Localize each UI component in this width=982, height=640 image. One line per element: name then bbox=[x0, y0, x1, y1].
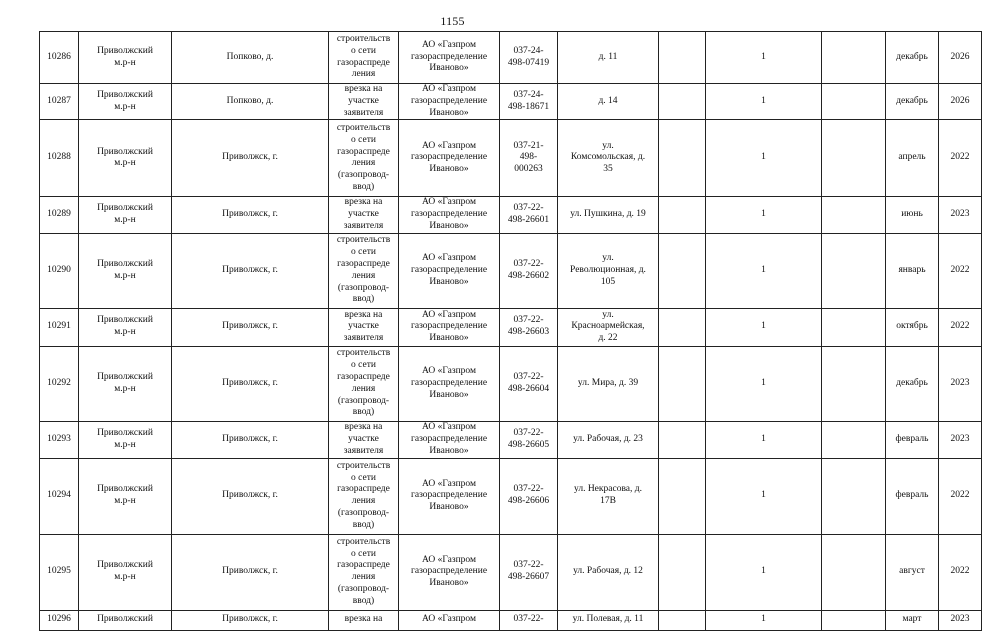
table-row bbox=[40, 120, 982, 197]
empty-cell bbox=[822, 197, 886, 233]
table-row bbox=[40, 421, 982, 458]
year-cell: 2023 bbox=[939, 197, 982, 233]
work-type-cell: строительств о сети газораспреде ления bbox=[329, 32, 399, 84]
object-code-cell: 037-22- 498-26606 bbox=[500, 458, 558, 534]
object-code-cell: 037-22- 498-26603 bbox=[500, 308, 558, 346]
empty-cell bbox=[822, 534, 886, 610]
month-cell: март bbox=[886, 610, 939, 630]
district-cell: Приволжский м.р-н bbox=[79, 84, 172, 120]
gas-connection-table bbox=[39, 31, 982, 631]
organization-cell: АО «Газпром газораспределение Иваново» bbox=[399, 32, 500, 84]
object-code-cell: 037-22- 498-26604 bbox=[500, 346, 558, 421]
table-row bbox=[40, 346, 982, 421]
object-code-cell: 037-22- 498-26601 bbox=[500, 197, 558, 233]
empty-cell bbox=[822, 32, 886, 84]
row-number: 10290 bbox=[40, 233, 79, 308]
row-number: 10287 bbox=[40, 84, 79, 120]
locality-cell: Приволжск, г. bbox=[172, 534, 329, 610]
locality-cell: Попково, д. bbox=[172, 84, 329, 120]
organization-cell: АО «Газпром газораспределение Иваново» bbox=[399, 233, 500, 308]
quantity-cell: 1 bbox=[706, 120, 822, 197]
table-row bbox=[40, 458, 982, 534]
work-type-cell: строительств о сети газораспреде ления (газопровод- ввод) bbox=[329, 233, 399, 308]
year-cell: 2023 bbox=[939, 421, 982, 458]
address-cell: ул. Революционная, д. 105 bbox=[558, 233, 659, 308]
empty-cell bbox=[659, 84, 706, 120]
page-number: 1155 bbox=[440, 14, 465, 28]
organization-cell: АО «Газпром газораспределение Иваново» bbox=[399, 421, 500, 458]
district-cell: Приволжский bbox=[79, 610, 172, 630]
empty-cell bbox=[822, 84, 886, 120]
empty-cell bbox=[659, 32, 706, 84]
empty-cell bbox=[659, 120, 706, 197]
quantity-cell: 1 bbox=[706, 346, 822, 421]
object-code-cell: 037-21- 498- 000263 bbox=[500, 120, 558, 197]
locality-cell: Попково, д. bbox=[172, 32, 329, 84]
organization-cell: АО «Газпром газораспределение Иваново» bbox=[399, 84, 500, 120]
locality-cell: Приволжск, г. bbox=[172, 346, 329, 421]
work-type-cell: строительств о сети газораспреде ления (газопровод- ввод) bbox=[329, 458, 399, 534]
month-cell: январь bbox=[886, 233, 939, 308]
row-number: 10286 bbox=[40, 32, 79, 84]
month-cell: декабрь bbox=[886, 84, 939, 120]
work-type-cell: строительств о сети газораспреде ления (газопровод- ввод) bbox=[329, 534, 399, 610]
row-number: 10293 bbox=[40, 421, 79, 458]
address-cell: ул. Полевая, д. 11 bbox=[558, 610, 659, 630]
month-cell: октябрь bbox=[886, 308, 939, 346]
quantity-cell: 1 bbox=[706, 308, 822, 346]
locality-cell: Приволжск, г. bbox=[172, 120, 329, 197]
quantity-cell: 1 bbox=[706, 32, 822, 84]
year-cell: 2022 bbox=[939, 308, 982, 346]
empty-cell bbox=[822, 458, 886, 534]
quantity-cell: 1 bbox=[706, 458, 822, 534]
empty-cell bbox=[822, 610, 886, 630]
row-number: 10292 bbox=[40, 346, 79, 421]
month-cell: февраль bbox=[886, 458, 939, 534]
row-number: 10295 bbox=[40, 534, 79, 610]
district-cell: Приволжский м.р-н bbox=[79, 534, 172, 610]
quantity-cell: 1 bbox=[706, 233, 822, 308]
address-cell: ул. Комсомольская, д. 35 bbox=[558, 120, 659, 197]
empty-cell bbox=[822, 421, 886, 458]
quantity-cell: 1 bbox=[706, 534, 822, 610]
organization-cell: АО «Газпром газораспределение Иваново» bbox=[399, 308, 500, 346]
empty-cell bbox=[822, 308, 886, 346]
address-cell: ул. Рабочая, д. 12 bbox=[558, 534, 659, 610]
table-row bbox=[40, 610, 982, 630]
object-code-cell: 037-24- 498-18671 bbox=[500, 84, 558, 120]
row-number: 10294 bbox=[40, 458, 79, 534]
district-cell: Приволжский м.р-н bbox=[79, 197, 172, 233]
empty-cell bbox=[822, 120, 886, 197]
year-cell: 2026 bbox=[939, 32, 982, 84]
empty-cell bbox=[659, 610, 706, 630]
quantity-cell: 1 bbox=[706, 610, 822, 630]
quantity-cell: 1 bbox=[706, 84, 822, 120]
quantity-cell: 1 bbox=[706, 197, 822, 233]
year-cell: 2022 bbox=[939, 534, 982, 610]
organization-cell: АО «Газпром газораспределение Иваново» bbox=[399, 346, 500, 421]
organization-cell: АО «Газпром bbox=[399, 610, 500, 630]
year-cell: 2023 bbox=[939, 346, 982, 421]
locality-cell: Приволжск, г. bbox=[172, 233, 329, 308]
year-cell: 2022 bbox=[939, 458, 982, 534]
district-cell: Приволжский м.р-н bbox=[79, 346, 172, 421]
year-cell: 2026 bbox=[939, 84, 982, 120]
address-cell: ул. Пушкина, д. 19 bbox=[558, 197, 659, 233]
address-cell: ул. Рабочая, д. 23 bbox=[558, 421, 659, 458]
table-row bbox=[40, 534, 982, 610]
address-cell: ул. Красноармейская, д. 22 bbox=[558, 308, 659, 346]
work-type-cell: врезка на bbox=[329, 610, 399, 630]
row-number: 10296 bbox=[40, 610, 79, 630]
table-body bbox=[40, 32, 982, 631]
work-type-cell: врезка на участке заявителя bbox=[329, 197, 399, 233]
empty-cell bbox=[822, 346, 886, 421]
object-code-cell: 037-22- 498-26602 bbox=[500, 233, 558, 308]
address-cell: ул. Мира, д. 39 bbox=[558, 346, 659, 421]
row-number: 10288 bbox=[40, 120, 79, 197]
table-row bbox=[40, 32, 982, 84]
object-code-cell: 037-24- 498-07419 bbox=[500, 32, 558, 84]
empty-cell bbox=[659, 233, 706, 308]
district-cell: Приволжский м.р-н bbox=[79, 421, 172, 458]
empty-cell bbox=[659, 197, 706, 233]
locality-cell: Приволжск, г. bbox=[172, 308, 329, 346]
table-row bbox=[40, 84, 982, 120]
district-cell: Приволжский м.р-н bbox=[79, 233, 172, 308]
work-type-cell: врезка на участке заявителя bbox=[329, 421, 399, 458]
locality-cell: Приволжск, г. bbox=[172, 610, 329, 630]
table-row bbox=[40, 197, 982, 233]
month-cell: июнь bbox=[886, 197, 939, 233]
year-cell: 2022 bbox=[939, 120, 982, 197]
address-cell: ул. Некрасова, д. 17В bbox=[558, 458, 659, 534]
quantity-cell: 1 bbox=[706, 421, 822, 458]
row-number: 10291 bbox=[40, 308, 79, 346]
organization-cell: АО «Газпром газораспределение Иваново» bbox=[399, 534, 500, 610]
table-row bbox=[40, 308, 982, 346]
year-cell: 2022 bbox=[939, 233, 982, 308]
empty-cell bbox=[822, 233, 886, 308]
district-cell: Приволжский м.р-н bbox=[79, 308, 172, 346]
year-cell: 2023 bbox=[939, 610, 982, 630]
locality-cell: Приволжск, г. bbox=[172, 458, 329, 534]
organization-cell: АО «Газпром газораспределение Иваново» bbox=[399, 197, 500, 233]
row-number: 10289 bbox=[40, 197, 79, 233]
work-type-cell: врезка на участке заявителя bbox=[329, 84, 399, 120]
month-cell: апрель bbox=[886, 120, 939, 197]
address-cell: д. 11 bbox=[558, 32, 659, 84]
work-type-cell: строительств о сети газораспреде ления (газопровод- ввод) bbox=[329, 346, 399, 421]
district-cell: Приволжский м.р-н bbox=[79, 458, 172, 534]
address-cell: д. 14 bbox=[558, 84, 659, 120]
empty-cell bbox=[659, 308, 706, 346]
month-cell: август bbox=[886, 534, 939, 610]
object-code-cell: 037-22- bbox=[500, 610, 558, 630]
month-cell: декабрь bbox=[886, 32, 939, 84]
empty-cell bbox=[659, 458, 706, 534]
locality-cell: Приволжск, г. bbox=[172, 421, 329, 458]
empty-cell bbox=[659, 346, 706, 421]
organization-cell: АО «Газпром газораспределение Иваново» bbox=[399, 458, 500, 534]
month-cell: февраль bbox=[886, 421, 939, 458]
object-code-cell: 037-22- 498-26607 bbox=[500, 534, 558, 610]
organization-cell: АО «Газпром газораспределение Иваново» bbox=[399, 120, 500, 197]
month-cell: декабрь bbox=[886, 346, 939, 421]
empty-cell bbox=[659, 534, 706, 610]
work-type-cell: строительств о сети газораспреде ления (газопровод- ввод) bbox=[329, 120, 399, 197]
object-code-cell: 037-22- 498-26605 bbox=[500, 421, 558, 458]
empty-cell bbox=[659, 421, 706, 458]
locality-cell: Приволжск, г. bbox=[172, 197, 329, 233]
district-cell: Приволжский м.р-н bbox=[79, 32, 172, 84]
table-row bbox=[40, 233, 982, 308]
work-type-cell: врезка на участке заявителя bbox=[329, 308, 399, 346]
district-cell: Приволжский м.р-н bbox=[79, 120, 172, 197]
